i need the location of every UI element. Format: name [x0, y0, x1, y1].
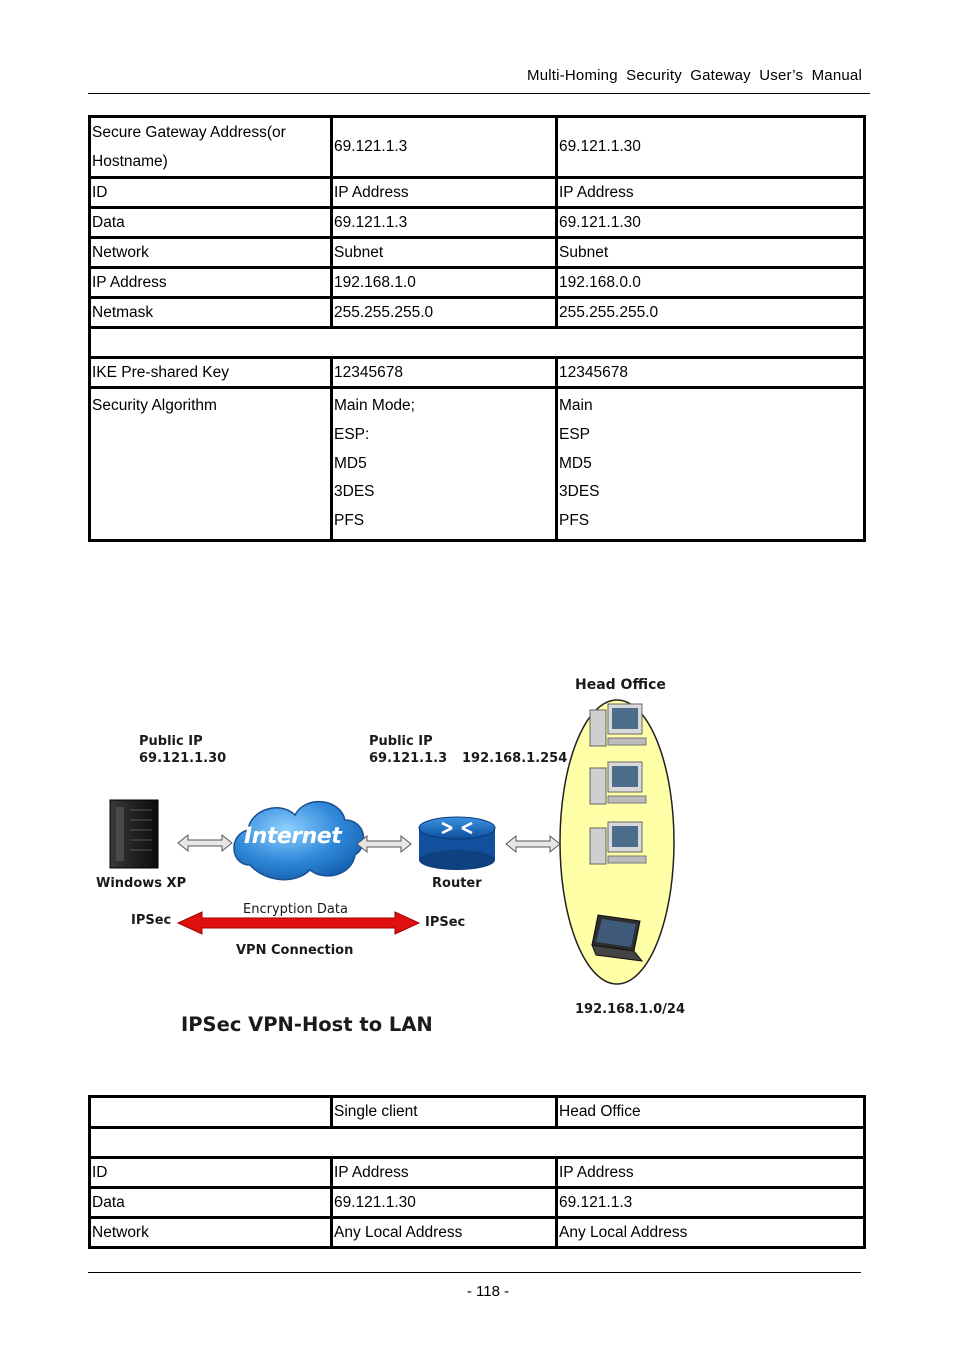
client-ip-value: 69.121.1.30: [139, 751, 227, 766]
table-cell-label: Network: [90, 1217, 331, 1247]
table-row: [90, 1187, 864, 1217]
table-cell: Subnet: [331, 237, 556, 267]
diagram-caption: IPSec VPN-Host to LAN: [181, 1013, 433, 1036]
desktop-pc-icon: [590, 762, 646, 804]
server-icon: [110, 800, 158, 868]
table-cell: IP Address: [556, 1157, 864, 1187]
page-header-title: Multi-Homing Security Gateway User’s Manual: [527, 67, 862, 84]
table-cell: 192.168.0.0: [556, 267, 864, 297]
table-cell: 255.255.255.0: [556, 297, 864, 327]
table-row: [90, 357, 864, 387]
ipsec-gateway-label: IPSec: [425, 915, 466, 930]
vpn-connection-label: VPN Connection: [236, 943, 354, 958]
laptop-icon: [592, 915, 642, 961]
head-office-label: Head Office: [575, 677, 666, 693]
table-row: [90, 387, 864, 540]
router-label: Router: [432, 876, 482, 891]
table-cell: 192.168.1.0: [331, 267, 556, 297]
table-header-cell: Single client: [331, 1097, 556, 1127]
list-item: MD5: [334, 454, 367, 472]
table-cell: IP Address: [331, 1157, 556, 1187]
table-cell-list: [556, 387, 864, 540]
table-cell-label: IKE Pre-shared Key: [90, 357, 331, 387]
page-number: - 118 -: [466, 1283, 510, 1300]
table-cell-label: Netmask: [90, 297, 331, 327]
table-row: [90, 117, 864, 177]
list-item: Main: [559, 397, 593, 414]
table-row: [90, 267, 864, 297]
table-cell: 69.121.1.3: [331, 207, 556, 237]
lan-gateway-ip-value: 192.168.1.254: [462, 751, 568, 766]
header-divider: [88, 93, 870, 94]
list-item: PFS: [334, 512, 365, 530]
table-cell: 69.121.1.30: [331, 1187, 556, 1217]
list-item: 3DES: [559, 483, 600, 501]
link-arrow-icon: [506, 836, 560, 852]
lan-subnet-label: 192.168.1.0/24: [575, 1002, 686, 1017]
router-icon: [419, 817, 495, 870]
list-item: MD5: [559, 454, 592, 472]
table-row: [90, 177, 864, 207]
list-item: ESP: [559, 425, 591, 443]
table-header-cell: Head Office: [556, 1097, 864, 1127]
table-cell-label: Data: [90, 207, 331, 237]
desktop-pc-icon: [590, 704, 646, 746]
table-cell-label: IP Address: [90, 267, 331, 297]
list-item: ESP:: [334, 425, 370, 443]
list-item: Main Mode;: [334, 397, 415, 414]
footer-divider: [88, 1272, 861, 1273]
table-row: [90, 1157, 864, 1187]
table-row: [90, 207, 864, 237]
client-public-ip-label: Public IP: [139, 734, 203, 749]
desktop-pc-icon: [590, 822, 646, 864]
table-cell-label: Security Algorithm: [90, 387, 331, 540]
table-section-row: [90, 1127, 864, 1157]
table-cell-label: Network: [90, 237, 331, 267]
table-cell-list: [331, 387, 556, 540]
encryption-data-label: Encryption Data: [243, 902, 348, 917]
table-cell: IP Address: [556, 177, 864, 207]
table-cell: IP Address: [331, 177, 556, 207]
table-cell: 12345678: [556, 357, 864, 387]
table-header-cell: [90, 1097, 331, 1127]
table-cell: Subnet: [556, 237, 864, 267]
table-header-row: [90, 1097, 864, 1127]
table-cell: Any Local Address: [556, 1217, 864, 1247]
list-item: PFS: [559, 512, 590, 530]
table-cell: 69.121.1.30: [556, 207, 864, 237]
table-row: [90, 297, 864, 327]
internet-label: Internet: [244, 824, 342, 849]
table-cell-label: Data: [90, 1187, 331, 1217]
gateway-config-table: [88, 115, 866, 542]
diagram-graphics: [90, 670, 690, 1050]
table-cell: 255.255.255.0: [331, 297, 556, 327]
table-cell-label: Secure Gateway Address(or Hostname): [90, 117, 331, 177]
table-cell: Any Local Address: [331, 1217, 556, 1247]
windows-xp-label: Windows XP: [96, 876, 187, 891]
list-item: 3DES: [334, 483, 375, 501]
table-cell: 69.121.1.3: [331, 117, 556, 177]
table-section-row: [90, 327, 864, 357]
table-section-cell: [90, 1127, 864, 1157]
ipsec-client-label: IPSec: [131, 913, 172, 928]
table-row: [90, 1217, 864, 1247]
host-to-lan-config-table: [88, 1095, 866, 1249]
table-cell-label: ID: [90, 1157, 331, 1187]
table-row: [90, 237, 864, 267]
gateway-public-ip-label: Public IP: [369, 734, 433, 749]
table-cell: 69.121.1.30: [556, 117, 864, 177]
gateway-ip-value: 69.121.1.3: [369, 751, 448, 766]
table-section-cell: [90, 327, 864, 357]
link-arrow-icon: [178, 835, 232, 851]
link-arrow-icon: [357, 836, 411, 852]
table-cell: 12345678: [331, 357, 556, 387]
table-cell-label: ID: [90, 177, 331, 207]
network-diagram: [90, 670, 690, 1050]
table-cell: 69.121.1.3: [556, 1187, 864, 1217]
